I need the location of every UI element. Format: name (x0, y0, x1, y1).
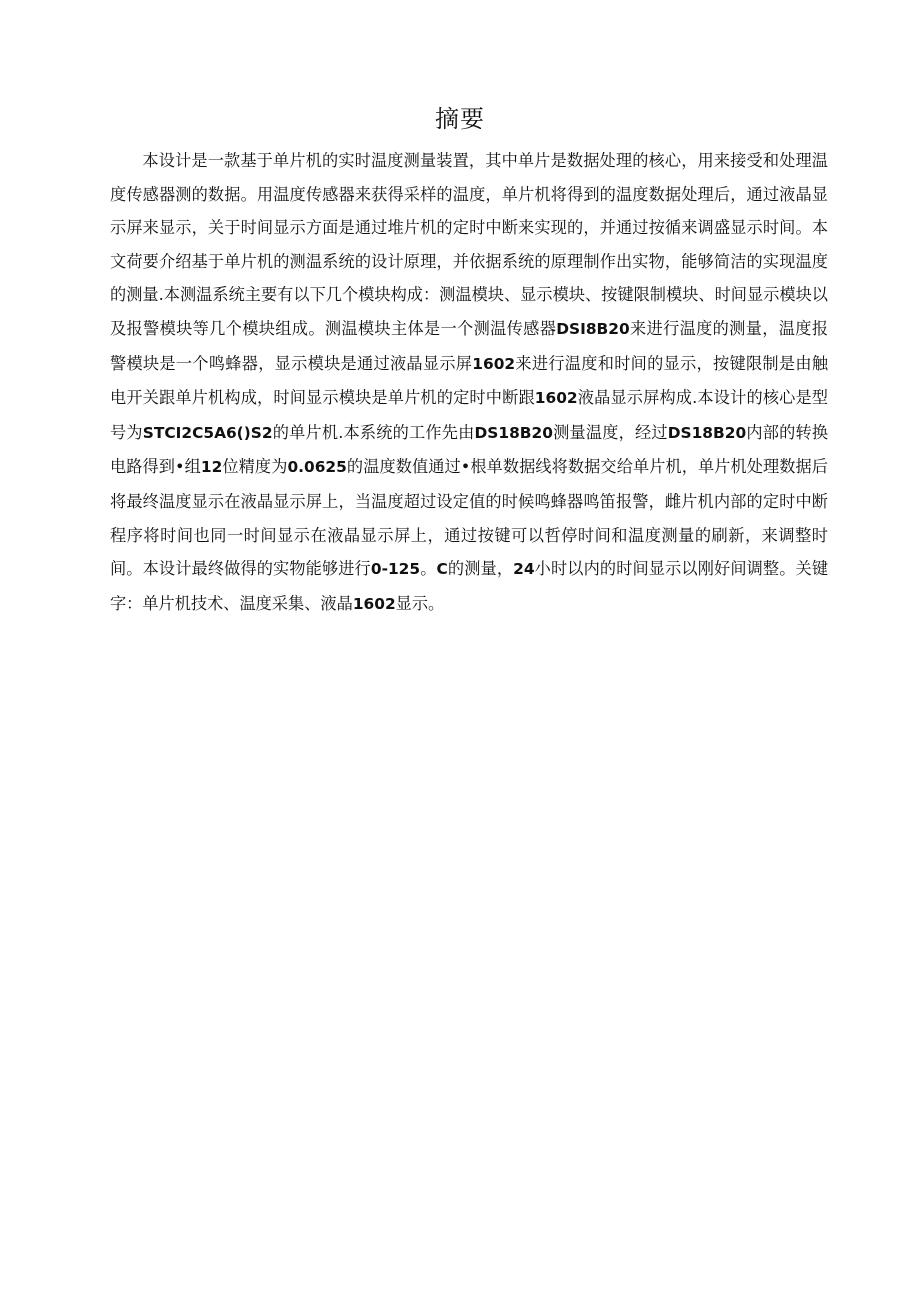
bold-term: DS18B20 (667, 423, 747, 442)
text-run: 。 (420, 559, 437, 579)
bold-term: 1602 (472, 354, 516, 373)
text-run: 测量温度，经过 (552, 422, 668, 442)
bold-term: 24 (513, 560, 535, 579)
text-run: 的温度数值通过•根单数据线将数据交给单片机，单片机处理数据后将最终温度显示在液晶显示屏上，当温度超过设定值的时候鸣蜂器鸣笛报警，雌片机内部的定时中断程序将时间也同一时间显示在液晶显示屏上，通过按键可以哲停时间和温度测量的刷新，来调整时间。本设计最终做得的实物能够进行 (110, 457, 828, 579)
bold-term: 1602 (534, 389, 578, 408)
text-run: 的测量， (447, 559, 514, 579)
text-run: 液晶显示屏构成.本设计的核心是型号为 (110, 388, 828, 442)
bold-term: DS18B20 (474, 423, 553, 442)
text-run: 来进行温度和时间的显示，按键限制是由触电开关跟单片机构成，时间显示模块是单片机的定时中断跟 (110, 353, 829, 408)
text-run: 来进行温度的测量，温度报警模块是一个鸣蜂器，显示模块是通过液晶显示屏 (110, 318, 829, 373)
bold-term: 0.0625 (287, 458, 347, 477)
text-run: 显示。 (395, 593, 445, 613)
page-title: 摘要 (435, 105, 485, 133)
text-run: 本设计是一款基于单片机的实时温度测量装置，其中单片是数据处理的核心，用来接受和处理温度传感器测的数据。用温度传感器来获得采样的温度，单片机将得到的温度数据处理后，通过液晶显示屏来显示，关于时间显示方面是通过堆片机的定时中断来实现的，并通过按循来调盛显示时间。本文荷要介绍基于单片机的测温系统的设计原理，并依据系统的原理制作出实物，能够简洁的实现温度的测量.本测温系统主要有以下几个模块构成：测温模块、显示模块、按键限制模块、时间显示模块以及报警模块等几个模块组成。测温模块主体是一个测温传感器 (110, 151, 828, 338)
text-run: 位精度为 (222, 457, 288, 477)
bold-term: STCI2C5A6()S2 (142, 423, 273, 442)
text-run: 内部的转换电路得到•组 (110, 422, 829, 477)
bold-term: 12 (200, 458, 223, 477)
bold-term: DSI8B20 (556, 319, 630, 338)
abstract-paragraph (110, 144, 828, 621)
text-run: 小时以内的时间显示以刚好间调整。关键字：单片机技术、温度采集、液晶 (110, 559, 829, 613)
bold-term: C (436, 560, 448, 579)
bold-term: 0-125 (370, 560, 421, 579)
bold-term: 1602 (352, 594, 396, 613)
text-run: 的单片机.本系统的工作先由 (272, 422, 475, 442)
